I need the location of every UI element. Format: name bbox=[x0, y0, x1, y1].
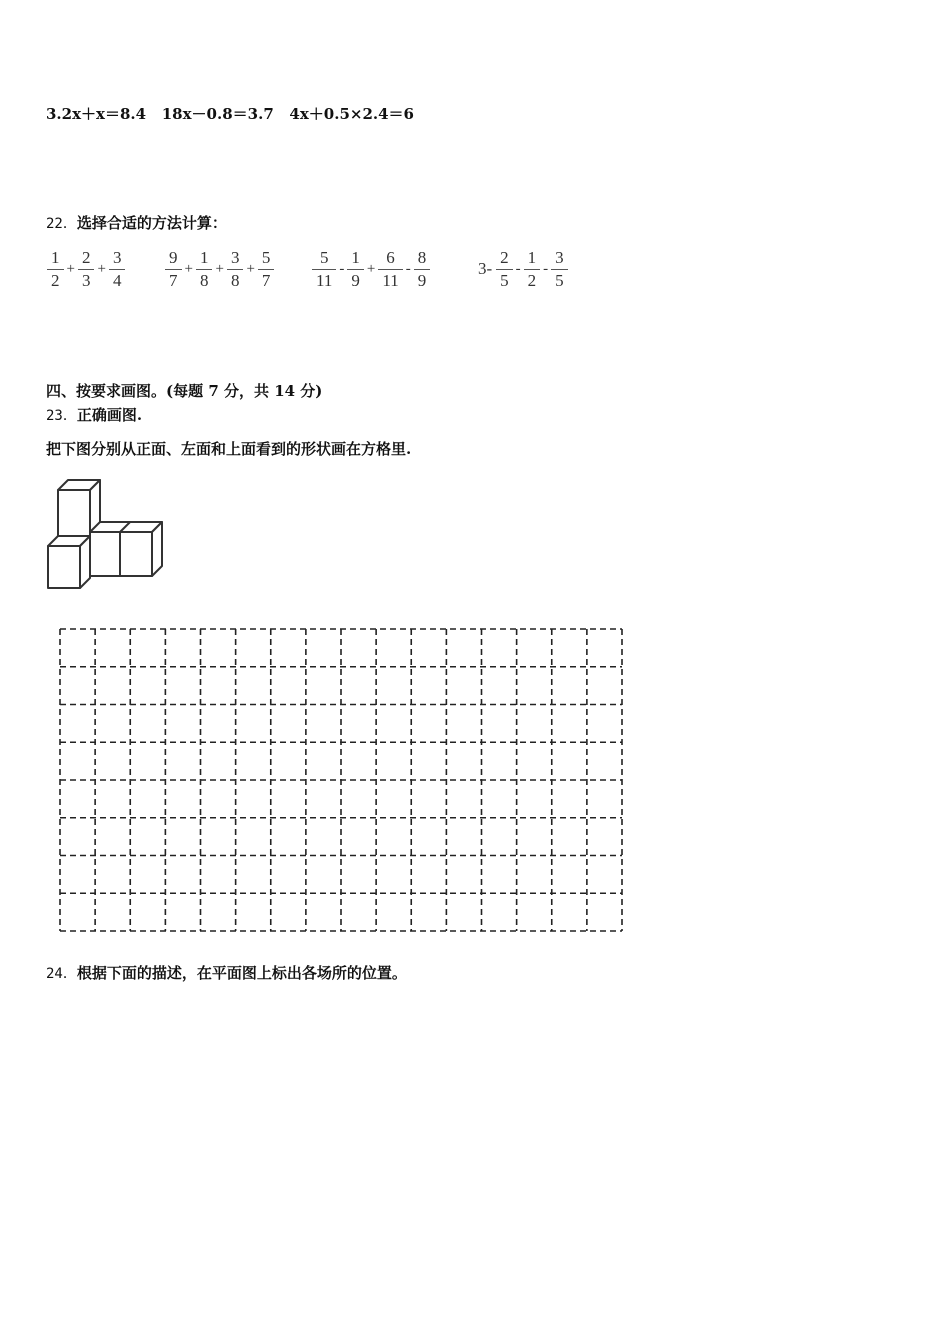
minus-operator: - bbox=[515, 260, 521, 277]
numerator: 3 bbox=[230, 247, 240, 267]
question-23 bbox=[46, 404, 142, 425]
fraction bbox=[109, 248, 126, 291]
fraction-expression-4 bbox=[478, 244, 570, 294]
denominator: 5 bbox=[555, 270, 564, 290]
plus-operator: + bbox=[246, 260, 255, 277]
denominator: 11 bbox=[382, 270, 399, 290]
fraction-expression-3 bbox=[310, 244, 432, 294]
fraction-bar bbox=[551, 269, 568, 270]
numerator: 8 bbox=[417, 247, 427, 267]
question-number: 23． bbox=[46, 408, 77, 424]
minus-operator: - bbox=[405, 260, 411, 277]
fraction bbox=[496, 248, 513, 291]
question-number: 24． bbox=[46, 966, 77, 982]
fraction-bar bbox=[414, 269, 431, 270]
denominator: 2 bbox=[51, 270, 60, 290]
fraction-bar bbox=[109, 269, 126, 270]
fraction bbox=[347, 248, 364, 291]
fraction bbox=[378, 248, 402, 291]
fraction bbox=[78, 248, 95, 291]
numerator: 1 bbox=[351, 247, 360, 267]
fraction bbox=[47, 248, 64, 291]
numerator: 1 bbox=[199, 247, 209, 267]
question-23-instruction: 把下图分别从正面、左面和上面看到的形状画在方格里. bbox=[46, 440, 412, 458]
question-text: 根据下面的描述，在平面图上标出各场所的位置。 bbox=[76, 964, 407, 982]
fraction-expression-1 bbox=[45, 244, 127, 294]
numerator: 5 bbox=[319, 247, 329, 267]
drawing-grid[interactable] bbox=[56, 625, 626, 935]
plus-operator: + bbox=[184, 260, 193, 277]
numerator: 9 bbox=[169, 247, 178, 267]
denominator: 9 bbox=[351, 270, 360, 290]
numerator: 1 bbox=[527, 247, 537, 267]
numerator: 2 bbox=[81, 247, 91, 267]
right-cube-side-face bbox=[152, 522, 162, 576]
plus-operator: + bbox=[366, 260, 376, 277]
fraction-bar bbox=[258, 269, 275, 270]
plus-operator: + bbox=[97, 260, 106, 277]
fraction bbox=[551, 248, 568, 291]
fraction-bar bbox=[496, 269, 513, 270]
fraction-bar bbox=[196, 269, 213, 270]
plus-operator: + bbox=[215, 260, 224, 277]
denominator: 3 bbox=[81, 270, 91, 290]
numerator: 2 bbox=[500, 247, 509, 267]
denominator: 4 bbox=[112, 270, 122, 290]
fraction-bar bbox=[347, 269, 364, 270]
numerator: 6 bbox=[386, 247, 395, 267]
middle-cube-front-face bbox=[90, 532, 120, 576]
question-22 bbox=[46, 212, 227, 233]
fraction-bar bbox=[378, 269, 402, 270]
denominator: 2 bbox=[527, 270, 537, 290]
right-cube-front-face bbox=[120, 532, 152, 576]
numerator: 1 bbox=[51, 247, 60, 267]
fraction bbox=[524, 248, 541, 291]
fraction-expression-2 bbox=[163, 244, 276, 294]
plus-operator: + bbox=[66, 260, 75, 277]
question-24 bbox=[46, 962, 407, 983]
section-4-title: 四、按要求画图。(每题 7 分，共 14 分) bbox=[46, 382, 323, 400]
fraction bbox=[196, 248, 213, 291]
denominator: 7 bbox=[169, 270, 178, 290]
denominator: 8 bbox=[199, 270, 209, 290]
numerator: 3 bbox=[112, 247, 122, 267]
left-cube-side-face bbox=[80, 536, 90, 588]
fraction-bar bbox=[227, 269, 244, 270]
denominator: 8 bbox=[230, 270, 240, 290]
denominator: 7 bbox=[261, 270, 271, 290]
fraction bbox=[414, 248, 431, 291]
fraction bbox=[227, 248, 244, 291]
fraction-bar bbox=[312, 269, 336, 270]
numerator: 5 bbox=[261, 247, 271, 267]
equations-line bbox=[46, 103, 414, 124]
fraction-bar bbox=[78, 269, 95, 270]
question-text: 正确画图. bbox=[76, 406, 143, 424]
denominator: 11 bbox=[316, 270, 333, 290]
question-number: 22． bbox=[46, 216, 77, 232]
denominator: 9 bbox=[417, 270, 427, 290]
fraction bbox=[165, 248, 182, 291]
minus-operator: - bbox=[339, 260, 345, 277]
numerator: 3 bbox=[555, 247, 564, 267]
fraction bbox=[258, 248, 275, 291]
equations-text: 3.2x＋x＝8.4 18x－0.8＝3.7 4x＋0.5×2.4＝6 bbox=[46, 105, 414, 123]
left-cube-front-face bbox=[48, 546, 80, 588]
question-text: 选择合适的方法计算： bbox=[76, 214, 227, 232]
fraction-bar bbox=[47, 269, 64, 270]
cube-figure bbox=[44, 476, 168, 594]
denominator: 5 bbox=[500, 270, 509, 290]
whole-number-lead: 3- bbox=[478, 259, 493, 278]
fraction-bar bbox=[524, 269, 541, 270]
minus-operator: - bbox=[543, 260, 549, 277]
fraction-bar bbox=[165, 269, 182, 270]
fraction bbox=[312, 248, 336, 291]
